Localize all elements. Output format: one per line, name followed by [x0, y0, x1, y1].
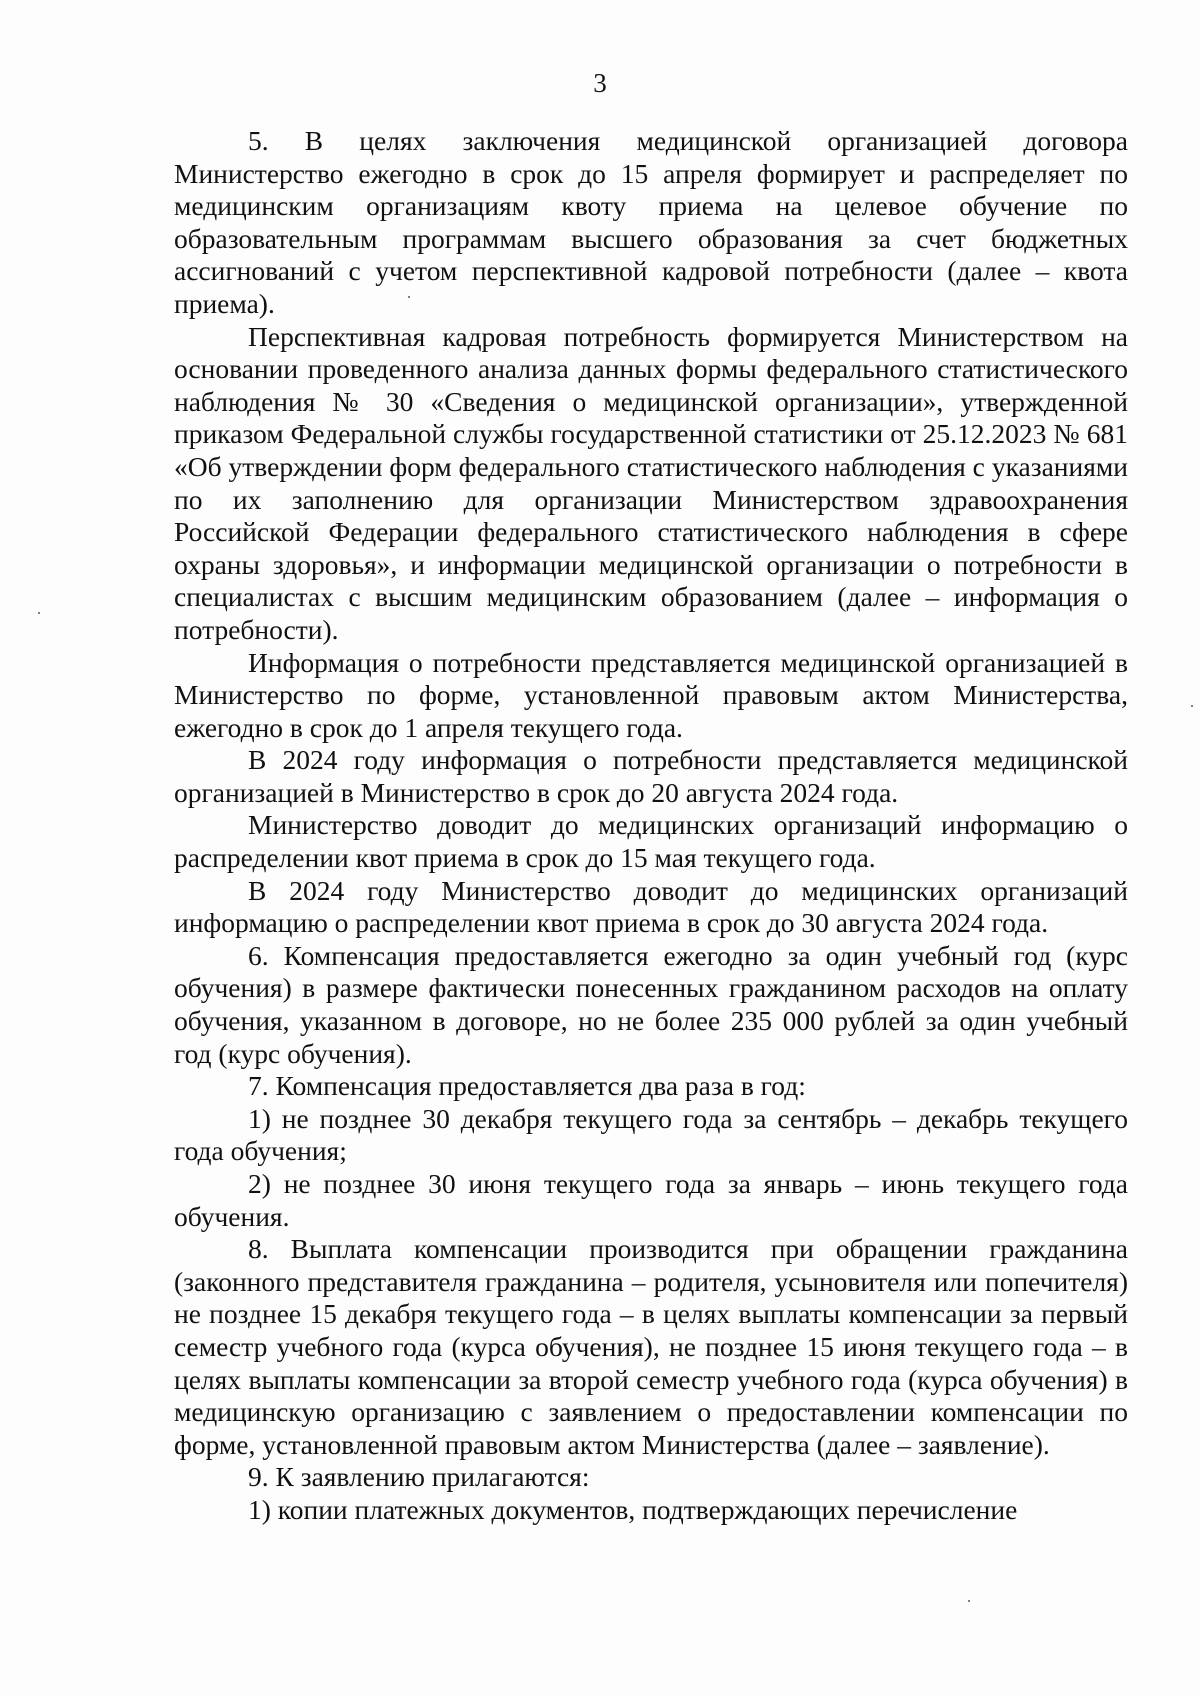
- paragraph: 6. Компенсация предоставляется ежегодно за один учебный год (курс обучения) в размере фактически понесенных гражданином расходов на оплату обучения, указанном в договоре, но не более 235 000 рублей за один учебный год (курс обучения).: [174, 939, 1128, 1069]
- paragraph: 1) копии платежных документов, подтверждающих перечисление: [248, 1493, 1018, 1525]
- paragraph: Информация о потребности представляется медицинской организацией в Министерство по форме, установленной правовым актом Министерства, ежегодно в срок до 1 апреля текущего года.: [174, 646, 1128, 743]
- document-body: [174, 125, 1128, 1527]
- paragraph: Перспективная кадровая потребность формируется Министерством на основании проведенного анализа данных формы федерального статистического наблюдения № 30 «Сведения о медицинской организации», утвержденной приказом Федеральной службы государственной статистики от 25.12.2023 № 681 «Об утверждении форм федерального статистического наблюдения с указаниями по их заполнению для организации Министерством здравоохранения Российской Федерации федерального статистического наблюдения в сфере охраны здоровья», и информации медицинской организации о потребности в специалистах с высшим медицинским образованием (далее – информация о потребности).: [174, 320, 1128, 645]
- scan-speck: [38, 612, 40, 614]
- paragraph: В 2024 году информация о потребности представляется медицинской организацией в Министерство в срок до 20 августа 2024 года.: [174, 744, 1128, 808]
- paragraph: 9. К заявлению прилагаются:: [248, 1461, 590, 1493]
- paragraph: 7. Компенсация предоставляется два раза в год:: [248, 1070, 806, 1102]
- scan-speck: [968, 1600, 970, 1602]
- scan-speck: [408, 296, 410, 298]
- paragraph: В 2024 году Министерство доводит до медицинских организаций информацию о распределении квот приема в срок до 30 августа 2024 года.: [174, 874, 1128, 939]
- paragraph: 2) не позднее 30 июня текущего года за январь – июнь текущего года обучения.: [174, 1168, 1128, 1232]
- paragraph: Министерство доводит до медицинских организаций информацию о распределении квот приема в срок до 15 мая текущего года.: [174, 809, 1128, 874]
- scan-speck: [1191, 705, 1193, 707]
- page-number: 3: [593, 68, 607, 98]
- paragraph: 8. Выплата компенсации производится при обращении гражданина (законного представителя гражданина – родителя, усыновителя или попечителя) не позднее 15 декабря текущего года – в целях выплаты компенсации за первый семестр учебного года (курса обучения), не позднее 15 июня текущего года – в целях выплаты компенсации за второй семестр учебного года (курса обучения) в медицинскую организацию с заявлением о предоставлении компенсации по форме, установленной правовым актом Министерства (далее – заявление).: [174, 1233, 1128, 1460]
- paragraph: 5. В целях заключения медицинской организацией договора Министерство ежегодно в срок до 15 апреля формирует и распределяет по медицинским организациям квоту приема на целевое обучение по образовательным программам высшего образования за счет бюджетных ассигнований с учетом перспективной кадровой потребности (далее – квота приема).: [174, 125, 1128, 319]
- paragraph: 1) не позднее 30 декабря текущего года за сентябрь – декабрь текущего года обучения;: [174, 1102, 1128, 1167]
